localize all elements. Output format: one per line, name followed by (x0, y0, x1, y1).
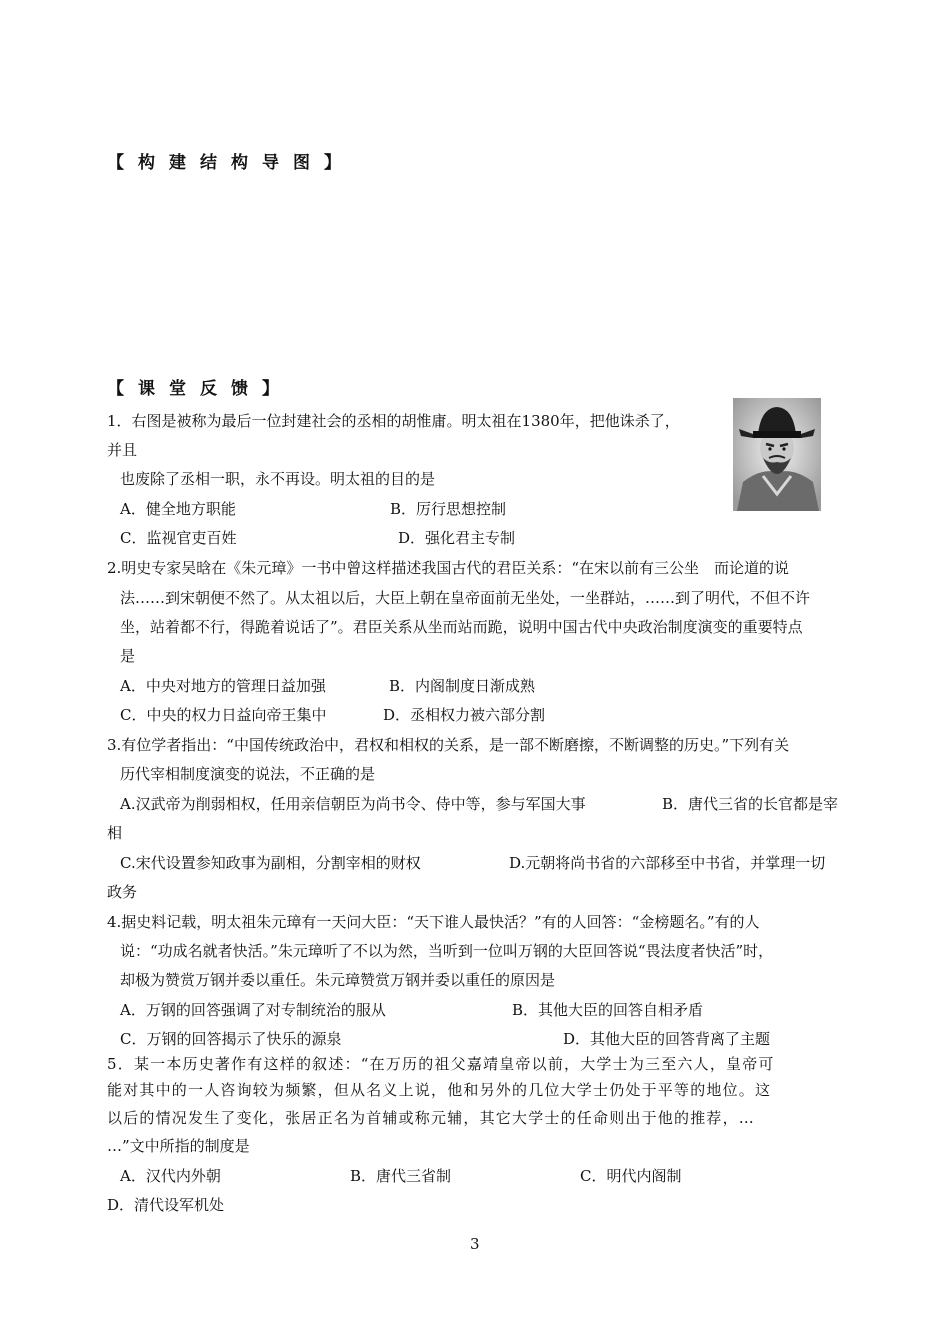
q4-option-b: B．其他大臣的回答自相矛盾 (512, 1001, 704, 1019)
q3-option-b: B．唐代三省的长官都是宰 (662, 795, 839, 813)
q3-option-a: A.汉武帝为削弱相权，任用亲信朝臣为尚书令、侍中等，参与军国大事 (120, 795, 586, 813)
q3-line1: 3.有位学者指出：“中国传统政治中，君权和相权的关系，是一部不断磨擦，不断调整的历史。”下列有关 (107, 736, 790, 754)
q1-line2: 并且 (107, 441, 138, 459)
q3-line2: 历代宰相制度演变的说法，不正确的是 (120, 765, 376, 783)
q5-line3: 以后的情况发生了变化，张居正名为首辅或称元辅，其它大学士的任命则出于他的推荐，… (107, 1109, 756, 1127)
q2-line1: 2.明史专家吴晗在《朱元璋》一书中曾这样描述我国古代的君臣关系：“在宋以前有三公坐 而论道的说 (107, 559, 789, 577)
q2-line4: 是 (120, 647, 136, 665)
q2-option-d: D．丞相权力被六部分割 (383, 706, 546, 724)
q5-line2: 能对其中的一人咨询较为频繁，但从名义上说，他和另外的几位大学士仍处于平等的地位。这 (107, 1081, 772, 1099)
q4-line2: 说：“功成名就者快活。”朱元璋听了不以为然，当听到一位叫万钢的大臣回答说“畏法度者快活”时， (120, 942, 774, 960)
q4-option-a: A．万钢的回答强调了对专制统治的服从 (120, 1001, 386, 1019)
q5-option-d: D．清代设军机处 (107, 1196, 225, 1214)
q1-line3: 也废除了丞相一职，永不再设。明太祖的目的是 (120, 470, 436, 488)
q2-option-a: A．中央对地方的管理日益加强 (120, 677, 326, 695)
q3-option-c: C.宋代设置参知政事为副相，分割宰相的财权 (120, 854, 421, 872)
q1-option-b: B．厉行思想控制 (390, 500, 507, 518)
q2-option-b: B．内阁制度日渐成熟 (389, 677, 536, 695)
q4-line3: 却极为赞赏万钢并委以重任。朱元璋赞赏万钢并委以重任的原因是 (120, 971, 556, 989)
q1-option-a: A．健全地方职能 (120, 500, 236, 518)
q3-option-d-cont: 政务 (107, 883, 138, 901)
q2-option-c: C．中央的权力日益向帝王集中 (120, 706, 327, 724)
q1-option-c: C．监视官吏百姓 (120, 529, 237, 547)
page-number: 3 (470, 1235, 480, 1253)
q5-line1: 5．某一本历史著作有这样的叙述：“在万历的祖父嘉靖皇帝以前，大学士为三至六人，皇帝可 (107, 1055, 775, 1073)
q4-option-c: C．万钢的回答揭示了快乐的源泉 (120, 1030, 342, 1048)
q4-option-d: D．其他大臣的回答背离了主题 (563, 1030, 771, 1048)
q1-option-d: D．强化君主专制 (398, 529, 516, 547)
q5-option-a: A．汉代内外朝 (120, 1167, 221, 1185)
q2-line3: 坐，站着都不行，得跪着说话了”。君臣关系从坐而站而跪，说明中国古代中央政治制度演变的重要特点 (120, 618, 803, 636)
q5-line4: …”文中所指的制度是 (107, 1137, 250, 1155)
q1-line1: 1．右图是被称为最后一位封建社会的丞相的胡惟庸。明太祖在1380年，把他诛杀了， (107, 412, 680, 430)
q3-option-b-cont: 相 (107, 824, 123, 842)
section-heading-structure-map: 【构建结构导图】 (107, 153, 355, 173)
section-heading-class-feedback: 【课堂反馈】 (107, 379, 293, 399)
q4-line1: 4.据史料记载，明太祖朱元璋有一天问大臣：“天下谁人最快活？”有的人回答：“金榜题名。”有的人 (107, 913, 760, 931)
q5-option-c: C．明代内阁制 (580, 1167, 682, 1185)
q2-line2: 法……到宋朝便不然了。从太祖以后，大臣上朝在皇帝面前无坐处，一坐群站，……到了明代，不但不许 (120, 589, 811, 607)
q3-option-d: D.元朝将尚书省的六部移至中书省，并掌理一切 (509, 854, 826, 872)
portrait-image (733, 398, 821, 511)
q5-option-b: B．唐代三省制 (350, 1167, 452, 1185)
